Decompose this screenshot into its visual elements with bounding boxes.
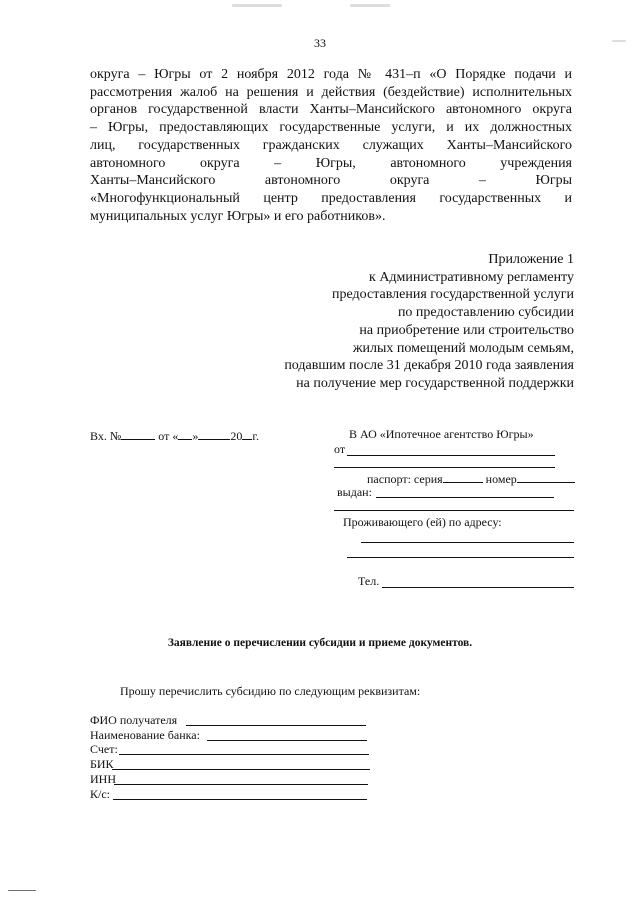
passport-number-blank[interactable] [517,470,575,483]
residing-label: Проживающего (ей) по адресу: [343,515,502,529]
requisite-bik-label: БИК [90,757,114,771]
paragraph-line: рассмотрения жалоб на решения и действия (бездействие) исполнительных [90,84,572,100]
appendix-line: на приобретение или строительство [359,322,574,338]
incoming-from: от « [158,429,179,443]
paragraph-line: автономного округа – Югры, автономного учреждения [90,155,572,171]
issued-line[interactable] [376,497,554,498]
incoming-close-quote: » [192,429,199,443]
paragraph-line: лиц, государственных гражданских служащих Ханты–Мансийского [90,137,572,153]
month-blank[interactable] [198,427,230,440]
addressee-from-line-2[interactable] [334,467,555,468]
incoming-prefix: Вх. № [90,429,122,443]
requisite-bank-label: Наименование банка: [90,728,200,742]
incoming-number-field [90,427,259,444]
phone-label: Тел. [358,574,380,588]
requisite-ks-label: К/с: [90,787,110,801]
appendix-heading [214,251,574,393]
scan-artifact [232,4,282,7]
paragraph-line: муниципальных услуг Югры» и его работников». [90,208,386,224]
appendix-line: к Административному регламенту [369,269,574,285]
appendix-line: по предоставлению субсидии [397,305,574,321]
issued-label: выдан: [337,485,372,499]
year-blank[interactable] [242,427,252,440]
appendix-line: Приложение 1 [488,252,574,267]
scan-artifact [8,890,36,891]
requisite-fio-label: ФИО получателя [90,713,178,727]
requisite-inn-line[interactable] [114,784,368,785]
scan-artifact [612,40,626,42]
page-number: 33 [314,36,326,50]
appendix-line: подавшим после 31 декабря 2010 года заявления [284,358,574,374]
issued-line-2[interactable] [334,510,574,511]
paragraph-line: – Югры, предоставляющих государственные услуги, и их должностных [90,120,572,136]
requisite-ks-line[interactable] [113,799,367,800]
passport-number-label: номер [485,472,517,486]
statement-title: Заявление о перечислении субсидии и приеме документов. [167,637,473,649]
paragraph-line: органов государственной власти Ханты–Мансийского автономного округа [90,102,572,118]
incoming-g: г. [252,429,259,443]
body-paragraph [90,66,572,225]
paragraph-line: округа – Югры от 2 ноября 2012 года № 431–п «О Порядке подачи и [90,67,572,82]
requisite-fio-line[interactable] [186,725,366,726]
address-line-1[interactable] [361,542,574,543]
requisite-inn-label: ИНН [90,772,116,786]
address-line-2[interactable] [347,557,574,558]
appendix-line: жилых помещений молодым семьям, [352,340,574,356]
passport-series-blank[interactable] [443,470,483,483]
paragraph-line: «Многофункциональный центр предоставления государственных и [90,190,572,206]
requisite-account-label: Счет: [90,742,118,756]
appendix-line: на получение мер государственной поддержки [296,375,574,391]
requisite-bank-line[interactable] [207,740,367,741]
scan-artifact [350,4,390,7]
paragraph-line: Ханты–Мансийского автономного округа – Югры [90,173,572,189]
incoming-year: 20 [230,429,243,443]
request-text: Прошу перечислить субсидию по следующим реквизитам: [120,684,421,698]
passport-row [367,470,575,487]
addressee-from-line[interactable] [347,455,555,456]
requisite-bik-line[interactable] [112,769,370,770]
requisite-account-line[interactable] [119,754,369,755]
day-blank[interactable] [178,427,192,440]
incoming-number-blank[interactable] [121,427,155,440]
appendix-line: предоставления государственной услуги [332,287,574,303]
addressee-from-label: от [334,442,346,456]
addressee-to: В АО «Ипотечное агентство Югры» [349,427,534,441]
passport-series-label: паспорт: серия [367,472,443,486]
phone-line[interactable] [382,587,574,588]
